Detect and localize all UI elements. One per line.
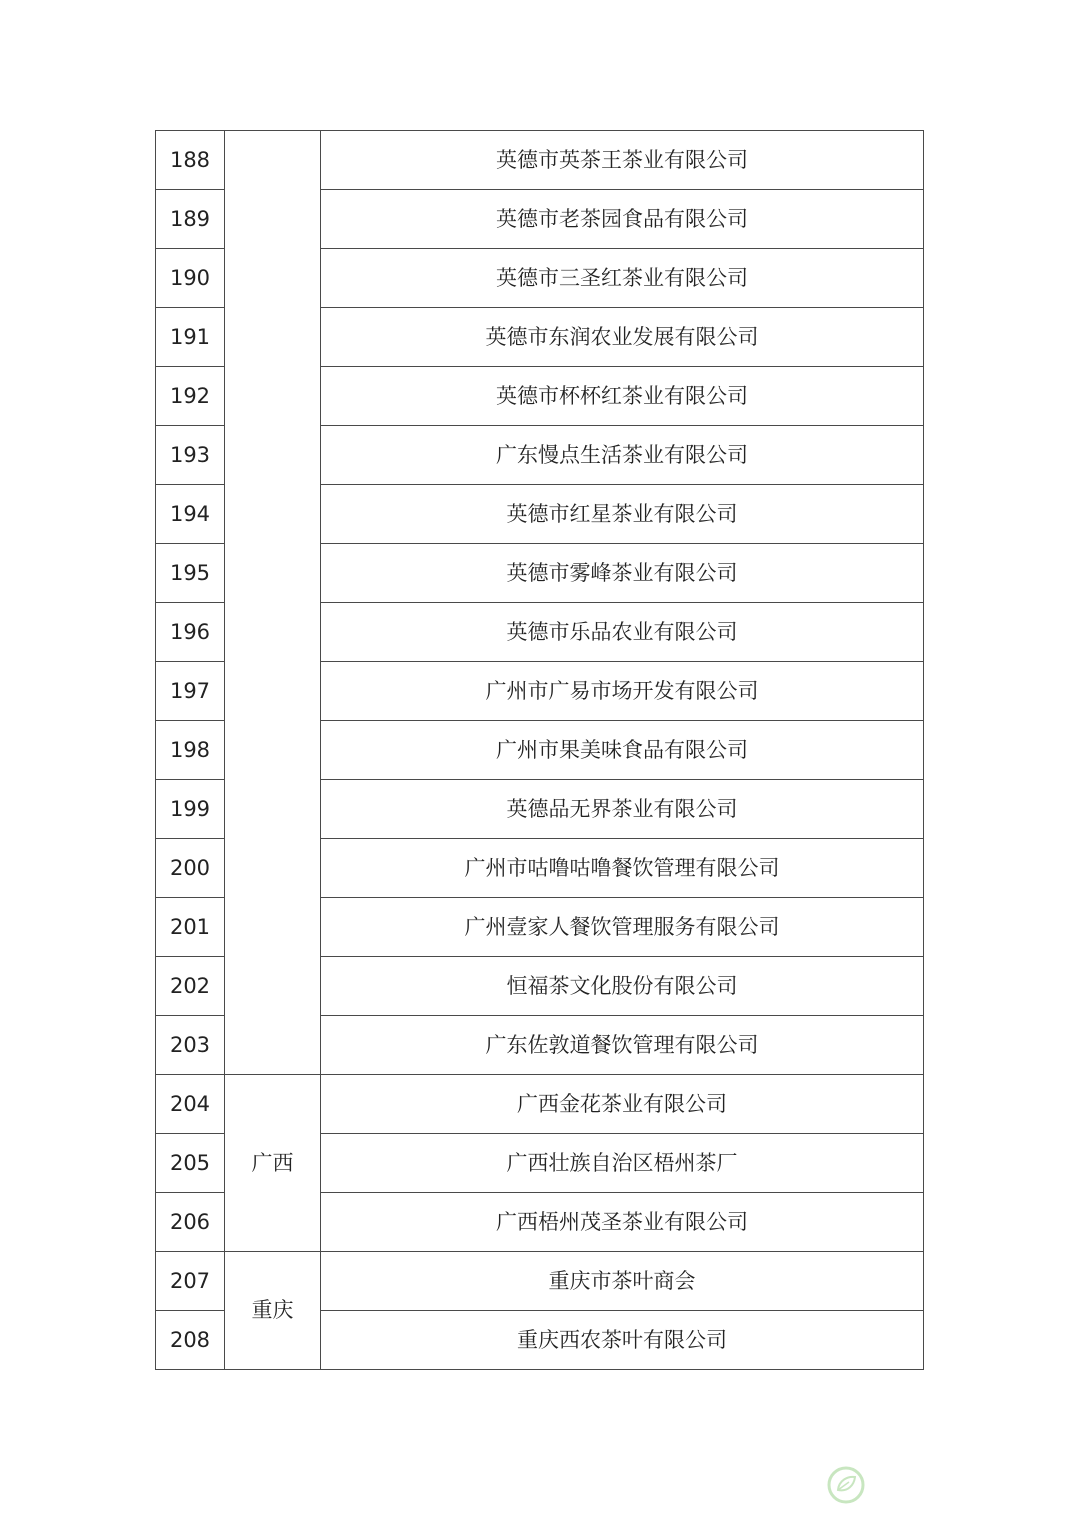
company-name: 英德市乐品农业有限公司 — [321, 603, 924, 662]
company-name: 广东慢点生活茶业有限公司 — [321, 426, 924, 485]
company-name: 广州壹家人餐饮管理服务有限公司 — [321, 898, 924, 957]
company-name: 英德市老茶园食品有限公司 — [321, 190, 924, 249]
row-number: 191 — [156, 308, 225, 367]
company-name: 重庆西农茶叶有限公司 — [321, 1311, 924, 1370]
company-name: 英德市杯杯红茶业有限公司 — [321, 367, 924, 426]
row-number: 200 — [156, 839, 225, 898]
row-number: 207 — [156, 1252, 225, 1311]
company-table-container — [155, 130, 924, 1370]
row-number: 203 — [156, 1016, 225, 1075]
company-name: 广州市咕噜咕噜餐饮管理有限公司 — [321, 839, 924, 898]
row-number: 190 — [156, 249, 225, 308]
row-number: 198 — [156, 721, 225, 780]
row-number: 199 — [156, 780, 225, 839]
company-name: 英德市三圣红茶业有限公司 — [321, 249, 924, 308]
company-name: 重庆市茶叶商会 — [321, 1252, 924, 1311]
row-number: 195 — [156, 544, 225, 603]
region-chongqing: 重庆 — [225, 1252, 321, 1370]
table-row — [156, 1252, 924, 1311]
company-name: 恒福茶文化股份有限公司 — [321, 957, 924, 1016]
table-row — [156, 1075, 924, 1134]
company-name: 广州市果美味食品有限公司 — [321, 721, 924, 780]
row-number: 208 — [156, 1311, 225, 1370]
company-name: 广西梧州茂圣茶业有限公司 — [321, 1193, 924, 1252]
region-guangxi: 广西 — [225, 1075, 321, 1252]
row-number: 194 — [156, 485, 225, 544]
row-number: 205 — [156, 1134, 225, 1193]
row-number: 204 — [156, 1075, 225, 1134]
row-number: 189 — [156, 190, 225, 249]
row-number: 206 — [156, 1193, 225, 1252]
row-number: 202 — [156, 957, 225, 1016]
company-name: 广西壮族自治区梧州茶厂 — [321, 1134, 924, 1193]
row-number: 196 — [156, 603, 225, 662]
company-name: 英德市雾峰茶业有限公司 — [321, 544, 924, 603]
company-name: 广州市广易市场开发有限公司 — [321, 662, 924, 721]
row-number: 197 — [156, 662, 225, 721]
row-number: 188 — [156, 131, 225, 190]
tea-leaf-logo-icon — [826, 1465, 866, 1505]
company-name: 英德品无界茶业有限公司 — [321, 780, 924, 839]
company-name: 英德市红星茶业有限公司 — [321, 485, 924, 544]
company-name: 英德市东润农业发展有限公司 — [321, 308, 924, 367]
row-number: 193 — [156, 426, 225, 485]
company-table — [155, 130, 924, 1370]
row-number: 201 — [156, 898, 225, 957]
region-cell-empty — [225, 131, 321, 1075]
company-name: 英德市英茶王茶业有限公司 — [321, 131, 924, 190]
row-number: 192 — [156, 367, 225, 426]
table-row — [156, 131, 924, 190]
company-name: 广西金花茶业有限公司 — [321, 1075, 924, 1134]
company-name: 广东佐敦道餐饮管理有限公司 — [321, 1016, 924, 1075]
